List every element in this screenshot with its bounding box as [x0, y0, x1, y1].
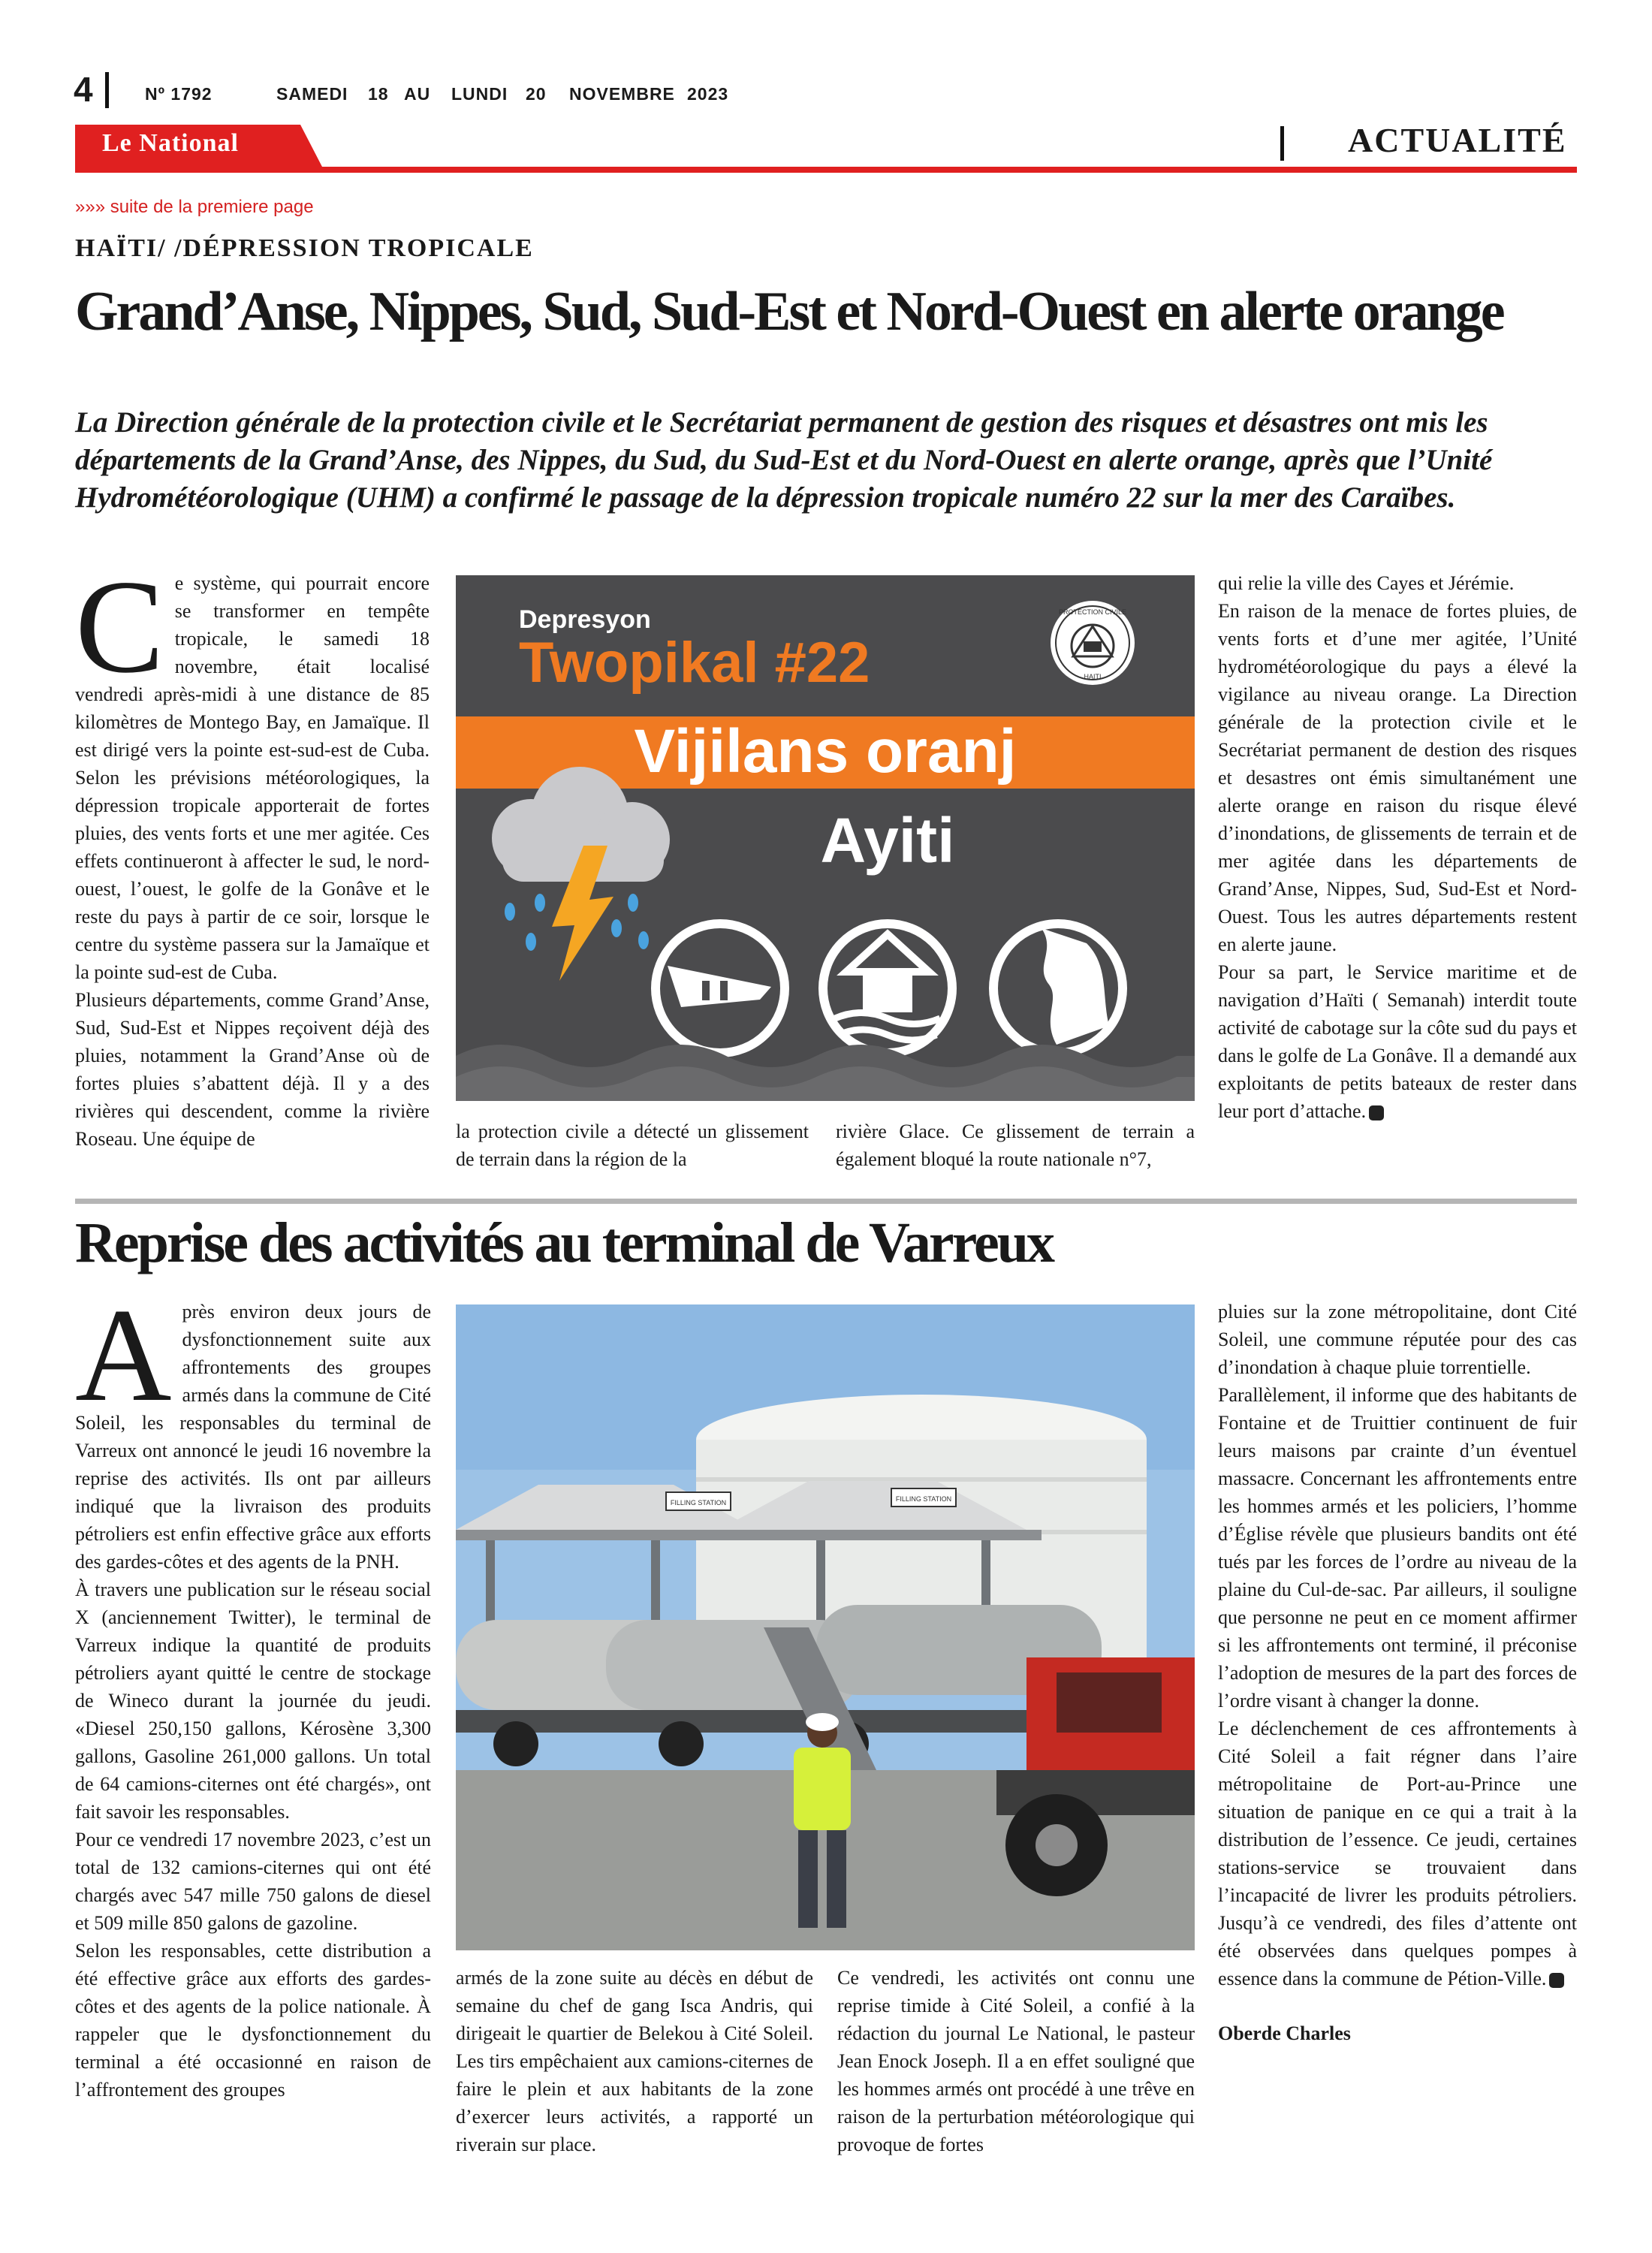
- article2-headline: Reprise des activités au terminal de Varreux: [75, 1211, 1053, 1274]
- byline: Oberde Charles: [1218, 2022, 1351, 2044]
- article2-paragraph: Pour ce vendredi 17 novembre 2023, c’est un total de 132 camions-citernes qui ont été chargés avec 547 mille 750 galons de diesel et 509 mille 850 galons de gazoline.: [75, 1829, 431, 1934]
- section-divider: [1280, 126, 1284, 161]
- article1-column-1: [75, 552, 430, 1153]
- graphic-line-twopikal: Twopikal #22: [519, 631, 870, 695]
- article1-paragraph: qui relie la ville des Cayes et Jérémie.: [1218, 572, 1515, 594]
- date-day-2: LUNDI: [451, 84, 508, 104]
- article2-column-4: [1218, 1298, 1577, 2047]
- sign-left-text: FILLING STATION: [670, 1499, 727, 1507]
- article2-column-1: [75, 1280, 431, 2104]
- article1-paragraph: rivière Glace. Ce glissement de terrain a également bloqué la route nationale n°7,: [836, 1120, 1195, 1170]
- section-title: ACTUALITÉ: [1348, 121, 1567, 159]
- date-num-1: 18: [368, 84, 389, 104]
- page-number-divider: [105, 72, 109, 108]
- sign-right-text: FILLING STATION: [895, 1495, 952, 1503]
- end-mark-icon: [1549, 1973, 1564, 1988]
- article1-column-2: [456, 1117, 809, 1173]
- alert-graphic: [456, 575, 1195, 1101]
- article1-column-4: [1218, 569, 1577, 1125]
- article2-paragraph: Selon les responsables, cette distribution a été effective grâce aux efforts des gardes-côtes et des agents de la police nationale. À rappeler que le dysfonctionnement du terminal a été occasionné en raison de l’affrontement des groupes: [75, 1940, 431, 2101]
- article1-closing-text: Pour sa part, le Service maritime et de navigation d’Haïti ( Semanah) interdit toute activité de cabotage sur la côte sud du pays et dans le golfe de La Gonâve. Il a demandé aux exploitants de petits bateaux de rester dans leur port d’attache.: [1218, 961, 1577, 1122]
- article2-column-2: [456, 1964, 813, 2158]
- article2-paragraph: pluies sur la zone métropolitaine, dont Cité Soleil, une commune réputée pour des cas d’inondation à chaque pluie torrentielle.: [1218, 1301, 1577, 1378]
- date-au: AU: [404, 84, 431, 104]
- header-rule: [75, 167, 1577, 173]
- article1-paragraph: [1218, 958, 1577, 1125]
- date-num-2: 20: [526, 84, 547, 104]
- terminal-photo: [456, 1304, 1195, 1950]
- article1-lead: La Direction générale de la protection civile et le Secrétariat permanent de gestion des risques et désastres ont mis les départements de la Grand’Anse, des Nippes, du Sud, du Sud-Est et du Nord-Ouest en alerte orange, après que l’Unité Hydrométéorologique (UHM) a confirmé le passage de la dépression tropicale numéro 22 sur la mer des Caraïbes.: [75, 406, 1493, 514]
- article1-paragraph: e système, qui pourrait encore se transformer en tempête tropicale, le samedi 18 novembre, était localisé vendredi après-midi à une distance de 85 kilomètres de Montego Bay, en Jamaïque. Il est dirigé vers la pointe est-sud-est de Cuba. Selon les prévisions météorologiques, la dépression tropicale apporterait de fortes pluies, des vents forts et une mer agitée. Ces effets continueront à affecter le sud, le nord-ouest, l’ouest, le golfe de la Gonâve et le reste du pays à partir de ce soir, lorsque le centre du système passera sur la Jamaïque et la pointe sud-est de Cuba.: [75, 572, 430, 983]
- article2-paragraph: Parallèlement, il informe que des habitants de Fontaine et de Truittier continuent de fuir leurs maisons par crainte d’un éventuel massacre. Concernant les affrontements entre les hommes armés et les policiers, l’homme d’Église révèle que plusieurs bandits ont été tués par les forces de l’ordre au niveau de la plaine du Cul-de-sac. Par ailleurs, il souligne que personne ne peut en ce moment affirmer si les affrontements ont terminé, il préconise l’adoption de mesures de la part des forces de l’ordre visant à changer la donne.: [1218, 1384, 1577, 1712]
- article1-paragraph: Plusieurs départements, comme Grand’Anse, Sud, Sud-Est et Nippes reçoivent déjà des pluies, notamment la Grand’Anse où de fortes pluies s’abattent déjà. Il y a des rivières qui descendent, comme la rivière Roseau. Une équipe de: [75, 989, 430, 1150]
- page-number: 4: [74, 70, 93, 109]
- article1-headline: Grand’Anse, Nippes, Sud, Sud-Est et Nord-Ouest en alerte orange: [75, 281, 1503, 342]
- article2-paragraph: armés de la zone suite au décès en début de semaine du chef de gang Isca Andris, qui dirigeait le quartier de Belekou à Cité Soleil. Les tirs empêchaient aux camions-citernes de faire le plein et aux habitants de la zone d’exercer leurs activités, a rapporté un riverain sur place.: [456, 1967, 813, 2155]
- graphic-banner-text: Vijilans oranj: [634, 717, 1017, 786]
- article2-paragraph: [1218, 1715, 1577, 1992]
- article2-paragraph: À travers une publication sur le réseau social X (anciennement Twitter), le terminal de Varreux indique la quantité de produits pétroliers ayant quitté le centre de stockage de Wineco durant la journée du jeudi. «Diesel 250,150 gallons, Kérosène 3,300 gallons, Gasoline 261,000 gallons. Un total de 64 camions-citernes ont été chargés», ont fait savoir les responsables.: [75, 1579, 431, 1823]
- date-month: NOVEMBRE: [569, 84, 675, 104]
- article2-dropcap: A: [75, 1280, 172, 1429]
- end-mark-icon: [1369, 1105, 1384, 1120]
- article2-paragraph: Ce vendredi, les activités ont connu une reprise timide à Cité Soleil, a confié à la rédaction du journal Le National, le pasteur Jean Enock Joseph. Il a en effet souligné que les hommes armés ont procédé à une trêve en raison de la perturbation météorologique qui provoque de fortes: [837, 1967, 1195, 2155]
- issue-number: Nº 1792: [145, 84, 213, 104]
- article1-kicker: HAÏTI/ /DÉPRESSION TROPICALE: [75, 234, 534, 262]
- article2-closing-text: Le déclenchement de ces affrontements à Cité Soleil a fait régner dans l’aire métropolitaine de Port-au-Prince une situation de panique en ce qui a trait à la distribution de l’essence. Ce jeudi, certaines stations-service se trouvaient dans l’incapacité de livrer les produits pétroliers. Jusqu’à ce vendredi, des files d’attente ont été observées dans quelques pompes à essence dans la commune de Pétion-Ville.: [1218, 1718, 1577, 1989]
- article-divider: [75, 1199, 1577, 1204]
- date-day-1: SAMEDI: [276, 84, 348, 104]
- graphic-line-depresyon: Depresyon: [519, 605, 651, 634]
- article1-paragraph: En raison de la menace de fortes pluies, de vents forts et d’une mer agitée, l’Unité hydrométéorologique du pays a élevé la vigilance au niveau orange. La Direction générale de la protection civile et le Secrétariat permanent de destion des risques et desastres ont émis simultanément une alerte orange en raison du risque élevé d’inondations, de glissements de terrain et de mer agitée dans les départements de Grand’Anse, Nippes, Sud, Sud-Est et Nord-Ouest. Tous les autres départements restent en alerte jaune.: [1218, 600, 1577, 955]
- logo-text-bottom: HAITI: [1084, 673, 1102, 680]
- civil-protection-logo: [1051, 601, 1135, 685]
- article2-paragraph: près environ deux jours de dysfonctionnement suite aux affrontements des groupes armés dans la commune de Cité Soleil, les responsables du terminal de Varreux ont annoncé le jeudi 16 novembre la reprise des activités. Ils ont par ailleurs indiqué que la livraison des produits pétroliers est enfin effective grâce aux efforts des gardes-côtes et des agents de la PNH.: [75, 1301, 431, 1573]
- article1-column-3: [836, 1117, 1195, 1173]
- article1-dropcap: C: [75, 552, 164, 701]
- date-year: 2023: [687, 84, 729, 104]
- graphic-line-ayiti: Ayiti: [820, 805, 955, 876]
- article2-column-3: [837, 1964, 1195, 2158]
- continued-note: »»» suite de la premiere page: [75, 197, 314, 217]
- article1-paragraph: la protection civile a détecté un glissement de terrain dans la région de la: [456, 1120, 809, 1170]
- logo-text-top: PROTECTION CIVILE: [1058, 608, 1127, 616]
- brand-name: Le National: [102, 129, 239, 157]
